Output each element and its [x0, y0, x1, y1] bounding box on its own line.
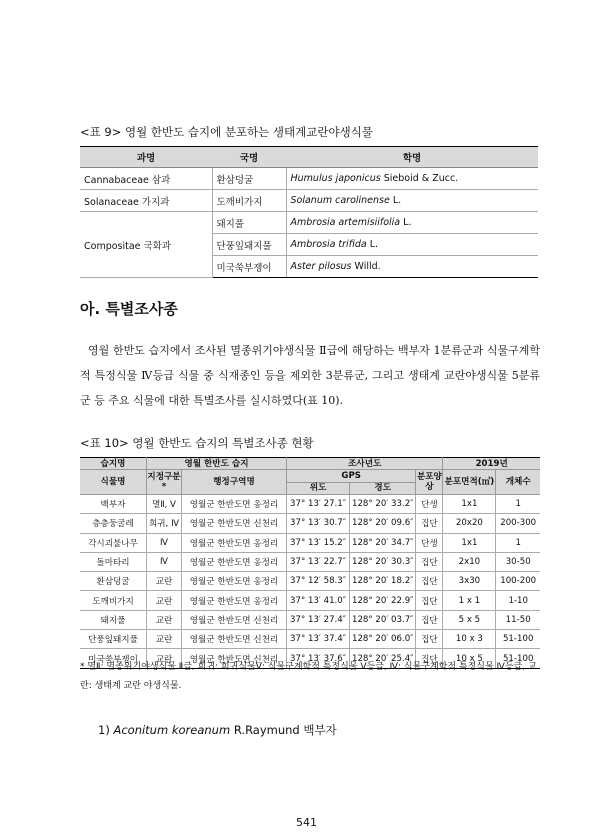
- table-row: [80, 514, 540, 533]
- table-row: [80, 168, 538, 190]
- scientific-name-cell: Ambrosia artemisiifolia L.: [286, 212, 538, 234]
- designation-cell: 교란: [147, 591, 182, 610]
- table-row: [80, 533, 540, 552]
- column-header: 2019년: [443, 458, 540, 470]
- plant-name-cell: 돌마타리: [80, 552, 147, 571]
- column-header: 분포양상: [416, 470, 443, 495]
- admin-area-cell: 영월군 한반도면 신천리: [182, 649, 287, 668]
- distribution-area-cell: 3x30: [443, 572, 496, 591]
- distribution-area-cell: 20x20: [443, 514, 496, 533]
- column-header: 조사년도: [287, 458, 443, 470]
- count-cell: 30-50: [496, 552, 540, 571]
- designation-cell: Ⅳ: [147, 552, 182, 571]
- distribution-type-cell: 집단: [416, 649, 443, 668]
- column-header: 행정구역명: [182, 470, 287, 495]
- distribution-type-cell: 단생: [416, 495, 443, 514]
- section-title: 아. 특별조사종: [80, 300, 178, 318]
- scientific-name-cell: Ambrosia trifida L.: [286, 234, 538, 256]
- count-cell: 11-50: [496, 610, 540, 629]
- distribution-area-cell: 10 x 5: [443, 649, 496, 668]
- heading-number: 1): [98, 723, 110, 737]
- table10-caption: <표 10> 영월 한반도 습지의 특별조사종 현황: [80, 436, 314, 450]
- latitude-cell: 37° 13′ 15.2″: [287, 533, 350, 552]
- latitude-cell: 37° 13′ 37.4″: [287, 630, 350, 649]
- distribution-type-cell: 집단: [416, 572, 443, 591]
- admin-area-cell: 영월군 한반도면 옹정리: [182, 533, 287, 552]
- scientific-name-cell: Humulus japonicus Sieboid & Zucc.: [286, 168, 538, 190]
- latitude-cell: 37° 13′ 30.7″: [287, 514, 350, 533]
- count-cell: 51-100: [496, 649, 540, 668]
- longitude-cell: 128° 20′ 18.2″: [350, 572, 416, 591]
- longitude-cell: 128° 20′ 06.0″: [350, 630, 416, 649]
- species-heading: [98, 722, 337, 738]
- latitude-cell: 37° 12′ 58.3″: [287, 572, 350, 591]
- table-row: [80, 190, 538, 212]
- plant-name-cell: 층층둥굴레: [80, 514, 147, 533]
- column-header: 지정구분*: [147, 470, 182, 495]
- plant-name-cell: 미국쑥부쟁이: [80, 649, 147, 668]
- table-row: [80, 552, 540, 571]
- column-header: 위도: [287, 482, 350, 495]
- designation-cell: 교란: [147, 610, 182, 629]
- longitude-cell: 128° 20′ 30.3″: [350, 552, 416, 571]
- admin-area-cell: 영월군 한반도면 신천리: [182, 610, 287, 629]
- admin-area-cell: 영월군 한반도면 옹정리: [182, 572, 287, 591]
- table-row: [80, 610, 540, 629]
- designation-cell: 교란: [147, 572, 182, 591]
- longitude-cell: 128° 20′ 34.7″: [350, 533, 416, 552]
- table9: [80, 146, 538, 278]
- latitude-cell: 37° 13′ 22.7″: [287, 552, 350, 571]
- distribution-type-cell: 집단: [416, 514, 443, 533]
- distribution-type-cell: 단생: [416, 533, 443, 552]
- column-header: 습지명: [80, 458, 147, 470]
- table-header-row: [80, 470, 540, 483]
- table10: [80, 457, 540, 669]
- scientific-name-cell: Solanum carolinense L.: [286, 190, 538, 212]
- korean-name-cell: 환삼덩굴: [212, 168, 286, 190]
- column-header: 분포면적(㎡): [443, 470, 496, 495]
- count-cell: 100-200: [496, 572, 540, 591]
- column-header: GPS: [287, 470, 416, 483]
- designation-cell: 교란: [147, 630, 182, 649]
- designation-cell: Ⅳ: [147, 533, 182, 552]
- plant-name-cell: 백부자: [80, 495, 147, 514]
- page-number: 541: [296, 816, 317, 829]
- distribution-type-cell: 집단: [416, 630, 443, 649]
- plant-name-cell: 단풍잎돼지풀: [80, 630, 147, 649]
- count-cell: 51-100: [496, 630, 540, 649]
- plant-name-cell: 환삼덩굴: [80, 572, 147, 591]
- column-header: 식물명: [80, 470, 147, 495]
- column-header: 과명: [80, 147, 212, 168]
- plant-name-cell: 돼지풀: [80, 610, 147, 629]
- distribution-area-cell: 1x1: [443, 533, 496, 552]
- column-header: 경도: [350, 482, 416, 495]
- table-row: [80, 495, 540, 514]
- korean-name-cell: 미국쑥부쟁이: [212, 256, 286, 278]
- column-header: 학명: [286, 147, 538, 168]
- korean-name-cell: 단풍잎돼지풀: [212, 234, 286, 256]
- distribution-area-cell: 1x1: [443, 495, 496, 514]
- distribution-area-cell: 2x10: [443, 552, 496, 571]
- designation-cell: 희귀, Ⅳ: [147, 514, 182, 533]
- longitude-cell: 128° 20′ 09.6″: [350, 514, 416, 533]
- species-latin-name: Aconitum koreanum: [113, 723, 231, 737]
- distribution-type-cell: 집단: [416, 552, 443, 571]
- count-cell: 1: [496, 495, 540, 514]
- latitude-cell: 37° 13′ 27.4″: [287, 610, 350, 629]
- column-header: 개체수: [496, 470, 540, 495]
- distribution-area-cell: 1 x 1: [443, 591, 496, 610]
- family-cell: Solanaceae 가지과: [80, 190, 212, 212]
- table-row: [80, 212, 538, 234]
- admin-area-cell: 영월군 한반도면 옹정리: [182, 591, 287, 610]
- footnote: * 멸Ⅱ: 멸종위기야생식물 Ⅱ급, 희귀: 희귀식물Ⅴ: 식물구계학적 특정식물 Ⅴ등급, Ⅳ: 식물구계학적 특정식물 Ⅳ등급, 교란: 생태계 교란 야생식물.: [80, 662, 537, 691]
- count-cell: 1: [496, 533, 540, 552]
- korean-name-cell: 돼지풀: [212, 212, 286, 234]
- table-header-row: [80, 147, 538, 168]
- designation-cell: 교란: [147, 649, 182, 668]
- admin-area-cell: 영월군 한반도면 신천리: [182, 630, 287, 649]
- latitude-cell: 37° 13′ 41.0″: [287, 591, 350, 610]
- distribution-area-cell: 10 x 3: [443, 630, 496, 649]
- family-cell: Cannabaceae 삼과: [80, 168, 212, 190]
- admin-area-cell: 영월군 한반도면 옹정리: [182, 552, 287, 571]
- longitude-cell: 128° 20′ 25.4″: [350, 649, 416, 668]
- table-row: [80, 591, 540, 610]
- species-author: R.Raymund 백부자: [230, 723, 337, 737]
- longitude-cell: 128° 20′ 03.7″: [350, 610, 416, 629]
- admin-area-cell: 영월군 한반도면 옹정리: [182, 495, 287, 514]
- distribution-area-cell: 5 x 5: [443, 610, 496, 629]
- column-header: 국명: [212, 147, 286, 168]
- count-cell: 200-300: [496, 514, 540, 533]
- body-paragraph: 영월 한반도 습지에서 조사된 멸종위기야생식물 Ⅱ급에 해당하는 백부자 1분류군과 식물구계학적 특정식물 Ⅳ등급 식물 중 식재종인 등을 제외한 3분류군, 그리고 생태계 교란야생식물 5분류군 등 주요 식물에 대한 특별조사를 실시하였다(표 10).: [80, 344, 540, 407]
- latitude-cell: 37° 13′ 27.1″: [287, 495, 350, 514]
- longitude-cell: 128° 20′ 33.2″: [350, 495, 416, 514]
- designation-cell: 멸Ⅱ, Ⅴ: [147, 495, 182, 514]
- korean-name-cell: 도깨비가지: [212, 190, 286, 212]
- distribution-type-cell: 집단: [416, 610, 443, 629]
- plant-name-cell: 각시괴불나무: [80, 533, 147, 552]
- admin-area-cell: 영월군 한반도면 신천리: [182, 514, 287, 533]
- table-group-header-row: [80, 458, 540, 470]
- column-header: 영월 한반도 습지: [147, 458, 287, 470]
- longitude-cell: 128° 20′ 22.9″: [350, 591, 416, 610]
- distribution-type-cell: 집단: [416, 591, 443, 610]
- latitude-cell: 37° 13′ 37.6″: [287, 649, 350, 668]
- table-row: [80, 572, 540, 591]
- scientific-name-cell: Aster pilosus Willd.: [286, 256, 538, 278]
- count-cell: 1-10: [496, 591, 540, 610]
- table-row: [80, 630, 540, 649]
- plant-name-cell: 도깨비가지: [80, 591, 147, 610]
- family-cell: Compositae 국화과: [80, 212, 212, 278]
- table9-caption: <표 9> 영월 한반도 습지에 분포하는 생태계교란야생식물: [80, 125, 373, 139]
